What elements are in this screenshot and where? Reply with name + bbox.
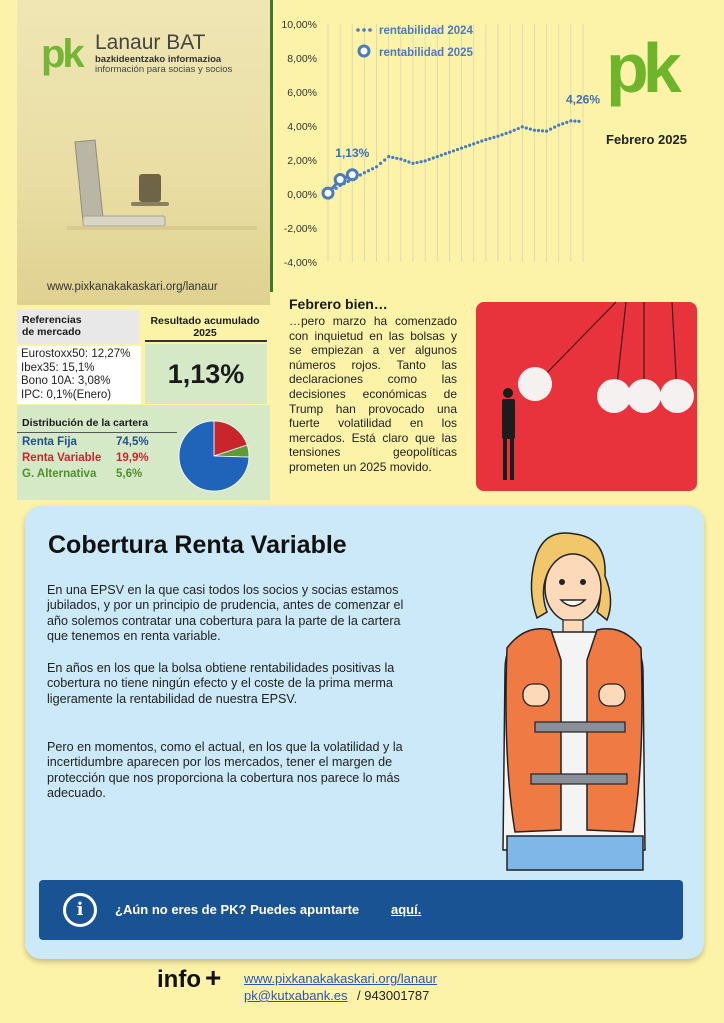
footer-email-link[interactable]: pk@kutxabank.es (244, 988, 348, 1003)
accumulated-title-1: Resultado acumulado (150, 315, 260, 327)
series-2024-point (557, 124, 560, 127)
reference-item: Ibex35: 15,1% (21, 361, 95, 374)
distribution-row (22, 468, 152, 480)
brand-title: Lanaur BAT (95, 31, 206, 54)
series-2024-point (492, 136, 495, 139)
series-2024-point (468, 144, 471, 147)
pk-logo-large-text: pk (606, 29, 676, 107)
series-2024-point (460, 147, 463, 150)
series-2024-point (448, 151, 451, 154)
y-tick-label: 4,00% (287, 121, 317, 133)
series-2024-point (529, 128, 532, 131)
legend-label-2025: rentabilidad 2025 (379, 47, 473, 59)
series-2024-point (371, 167, 374, 170)
accumulated-title (145, 315, 265, 339)
series-2024-point (553, 126, 556, 129)
series-2024-point (565, 121, 568, 124)
issue-date: Febrero 2025 (606, 132, 687, 147)
series-2024-point (363, 171, 366, 174)
series-2024-point (436, 155, 439, 158)
accumulated-rule (145, 340, 267, 342)
series-2024-point (415, 161, 418, 164)
series-2024-point (488, 137, 491, 140)
coverage-card (25, 506, 704, 959)
signup-text: ¿Aún no eres de PK? Puedes apuntarte (115, 902, 360, 917)
pendulum-drawing (476, 302, 697, 491)
distribution-pct: 19,9% (116, 452, 149, 464)
y-tick-label: 0,00% (287, 189, 317, 201)
series-2024-point (521, 125, 524, 128)
series-2024-point (573, 120, 576, 123)
series-2025-point (347, 170, 357, 180)
february-text: …pero marzo ha comenzado con inquietud en las bolsas y se empiezan a ver algunos números rojos. Tanto las declaraciones como las decisiones económicas de Trump han provocado una fuerte volatilidad en los mercados. Está claro que las tensiones geopolíticas prometen un 2025 movido. (289, 314, 457, 474)
reference-item: IPC: 0,1%(Enero) (21, 388, 112, 401)
distribution-row (22, 452, 152, 464)
references-header (17, 310, 139, 344)
legend-dot-marker (368, 28, 372, 32)
series-2024-point (424, 159, 427, 162)
market-references (17, 305, 270, 405)
distribution-label: Renta Variable (22, 452, 102, 464)
series-2024-point (525, 126, 528, 129)
series-2024-point (411, 162, 414, 165)
series-2024-point (383, 158, 386, 161)
distribution-pie (177, 419, 251, 493)
card-title: Cobertura Renta Variable (48, 531, 347, 559)
references-title-1: Referencias (22, 314, 82, 326)
y-tick-label: -4,00% (283, 257, 317, 269)
series-2024-point (387, 155, 390, 158)
series-2024-point (456, 148, 459, 151)
distribution-label: G. Alternativa (22, 468, 97, 480)
y-tick-label: 8,00% (287, 53, 317, 65)
series-2024-point (513, 129, 516, 132)
pk-logo: pk (41, 32, 82, 76)
series-2024-point (537, 129, 540, 132)
pendulum-illustration (476, 302, 697, 491)
series-2024-point (391, 156, 394, 159)
references-title-2: de mercado (22, 326, 81, 338)
signup-link[interactable]: aquí. (391, 902, 422, 917)
footer-url-link[interactable]: www.pixkanakakaskari.org/lanaur (244, 971, 437, 986)
series-2024-point (375, 165, 378, 168)
series-2024-point (428, 158, 431, 161)
reference-item: Eurostoxx50: 12,27% (21, 348, 131, 360)
data-label: 1,13% (335, 145, 370, 160)
series-2024-point (480, 139, 483, 142)
series-2024-point (545, 130, 548, 133)
reference-item: Bono 10A: 3,08% (21, 375, 111, 387)
series-2024-point (440, 154, 443, 157)
distribution-label: Renta Fija (22, 436, 77, 448)
data-label: 4,26% (565, 92, 601, 107)
series-2024-point (541, 129, 544, 132)
series-2024-point (395, 157, 398, 160)
footer-phone: / 943001787 (357, 988, 430, 1003)
legend-dot-marker (356, 28, 360, 32)
signup-banner[interactable] (39, 880, 683, 940)
series-2024-point (359, 173, 362, 176)
distribution-pct: 74,5% (116, 436, 149, 448)
y-tick-label: 2,00% (287, 155, 317, 167)
y-tick-label: 6,00% (287, 87, 317, 99)
series-2024-point (367, 169, 370, 172)
card-paragraph: Pero en momentos, como el actual, en los que la volatilidad y la incertidumbre aparecen por los mercados, tener el margen de protección que nos proporciona la cobertura nos parece lo más adecuado. (47, 740, 403, 800)
hero-url[interactable]: www.pixkanakakaskari.org/lanaur (47, 281, 218, 293)
info-label: info (157, 966, 201, 993)
brand-subtitle-es: información para socias y socios (95, 64, 233, 75)
portfolio-distribution (17, 405, 270, 500)
card-paragraph: En una EPSV en la que casi todos los socios y socias estamos jubilados, y por un principio de prudencia, antes de comenzar el año solemos contratar una cobertura para la parte de la cartera que tenemos en renta variable. (47, 583, 404, 643)
y-tick-label: -2,00% (283, 223, 317, 235)
series-2024-point (500, 133, 503, 136)
series-2024-point (484, 138, 487, 141)
distribution-title: Distribución de la cartera (22, 417, 149, 429)
laptop-photo (67, 140, 257, 260)
february-title: Febrero bien… (289, 296, 388, 312)
series-2025-point (323, 188, 333, 198)
accumulated-value: 1,13% (145, 344, 267, 404)
series-2024-point (561, 122, 564, 125)
distribution-row (22, 436, 152, 448)
series-2024-point (504, 132, 507, 135)
y-tick-label: 10,00% (281, 19, 317, 31)
distribution-rule (17, 432, 177, 433)
series-2024-point (419, 160, 422, 163)
series-2024-point (476, 141, 479, 144)
returns-chart (273, 0, 601, 280)
legend-dot-marker (362, 28, 366, 32)
series-2024-point (549, 128, 552, 131)
y-axis (281, 19, 317, 269)
series-2024-point (399, 158, 402, 161)
series-2024-point (569, 119, 572, 122)
series-2024-point (472, 142, 475, 145)
series-2024-point (403, 159, 406, 162)
series-2025-point (335, 175, 345, 185)
series-2024-point (509, 130, 512, 133)
data-annotations (335, 93, 600, 160)
series-2024-point (533, 129, 536, 132)
legend-label-2024: rentabilidad 2024 (379, 25, 473, 37)
woman-lifejacket-illustration (465, 520, 675, 870)
hero-banner (17, 0, 270, 305)
series-2024-point (452, 149, 455, 152)
series-2024-point (407, 160, 410, 163)
pk-logo-large (604, 30, 686, 112)
accumulated-title-2: 2025 (193, 327, 217, 339)
series-2024-point (444, 152, 447, 155)
vertical-gridlines (328, 24, 583, 262)
references-list (17, 346, 141, 404)
card-paragraph: En años en los que la bolsa obtiene rentabilidades positivas la cobertura no tiene ningún efecto y el coste de la prima merma ligeramente la rentabilidad de nuestra EPSV. (47, 661, 395, 706)
series-2024-point (379, 162, 382, 165)
info-icon: i (63, 893, 97, 927)
distribution-pct: 5,6% (116, 468, 143, 480)
series-2024-point (517, 127, 520, 130)
series-2024-point (577, 120, 580, 123)
series-2024-point (496, 135, 499, 138)
plus-icon: + (205, 962, 222, 993)
chart-legend (356, 25, 473, 59)
legend-ring-marker (359, 46, 369, 56)
series-2024-point (464, 145, 467, 148)
series-2024-point (432, 156, 435, 159)
brand-subtitle-eu: bazkideentzako informazioa (95, 54, 222, 65)
